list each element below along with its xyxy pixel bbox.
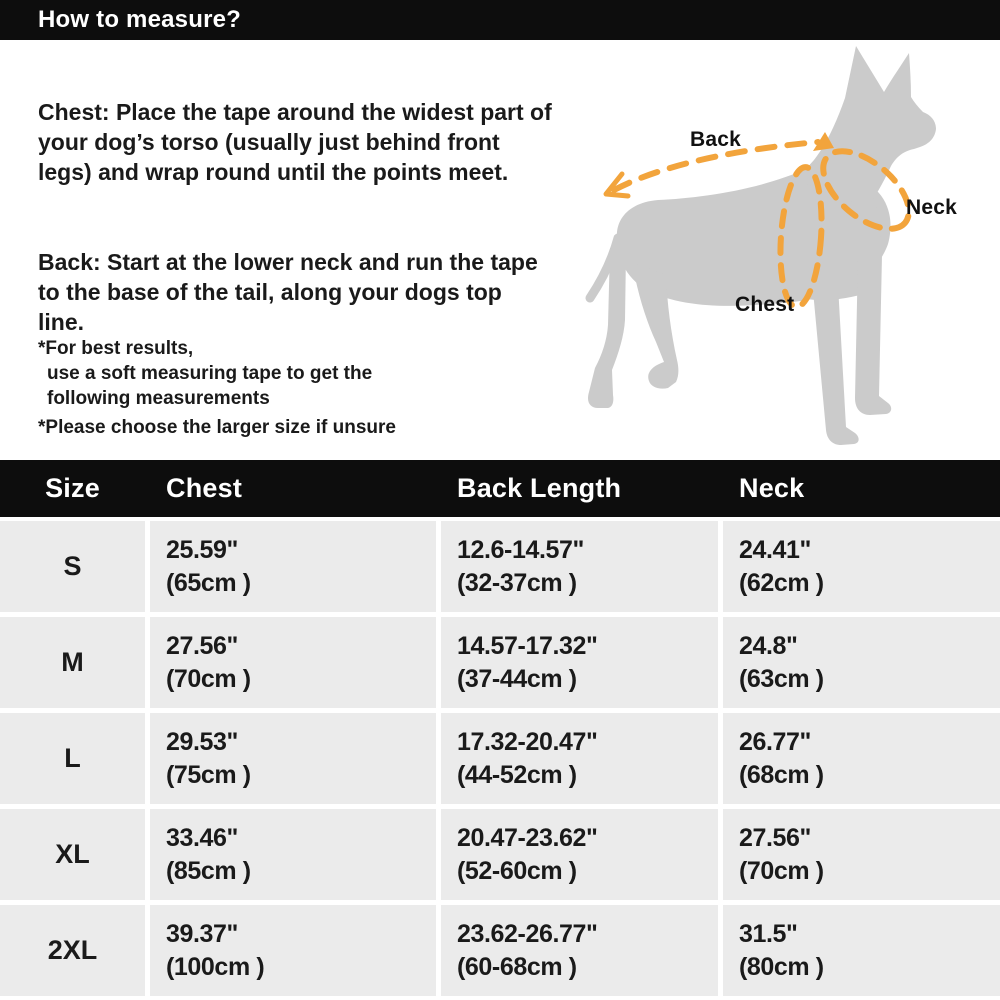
neck-cm: (80cm )	[739, 952, 824, 981]
chest-instruction: Chest: Place the tape around the widest part of your dog’s torso (usually just behind front legs) and wrap round until the points meet.	[38, 99, 552, 185]
chest-cell	[150, 617, 436, 708]
back-length-cell	[441, 521, 718, 612]
back-inches: 20.47-23.62"	[457, 823, 598, 852]
size-table	[0, 460, 1000, 1000]
dog-silhouette	[588, 46, 936, 445]
chest-cm: (75cm )	[166, 760, 251, 789]
back-length-cell	[441, 905, 718, 996]
neck-label: Neck	[906, 196, 958, 219]
size-cell: M	[0, 617, 145, 708]
size-cell: 2XL	[0, 905, 145, 996]
size-cell: S	[0, 521, 145, 612]
neck-cell	[723, 713, 1000, 804]
header-cell-size: Size	[45, 473, 100, 503]
neck-cell	[723, 521, 1000, 612]
back-length-cell	[441, 809, 718, 900]
chest-inches: 25.59"	[166, 535, 239, 564]
chest-cm: (85cm )	[166, 856, 251, 885]
dog-measurement-diagram	[0, 0, 1000, 460]
chest-inches: 33.46"	[166, 823, 239, 852]
note-line: *For best results,	[38, 338, 194, 359]
page-title: How to measure?	[38, 6, 242, 33]
neck-inches: 27.56"	[739, 823, 812, 852]
size-cell: XL	[0, 809, 145, 900]
table-body	[0, 521, 1000, 996]
neck-cell	[723, 809, 1000, 900]
chest-cm: (70cm )	[166, 664, 251, 693]
chest-inches: 27.56"	[166, 631, 239, 660]
table-header-row	[0, 460, 1000, 517]
back-inches: 14.57-17.32"	[457, 631, 598, 660]
neck-cell	[723, 905, 1000, 996]
neck-cm: (68cm )	[739, 760, 824, 789]
note-line: following measurements	[47, 388, 270, 409]
chest-cm: (65cm )	[166, 568, 251, 597]
back-cm: (44-52cm )	[457, 760, 577, 789]
measure-section	[0, 0, 1000, 460]
size-cell: L	[0, 713, 145, 804]
note-line: *Please choose the larger size if unsure	[38, 417, 396, 438]
chest-cm: (100cm )	[166, 952, 265, 981]
neck-cm: (70cm )	[739, 856, 824, 885]
neck-inches: 24.8"	[739, 631, 798, 660]
note-line: use a soft measuring tape to get the	[47, 363, 373, 384]
chest-inches: 29.53"	[166, 727, 239, 756]
neck-inches: 31.5"	[739, 919, 798, 948]
back-inches: 23.62-26.77"	[457, 919, 598, 948]
chest-cell	[150, 521, 436, 612]
header-cell-back-length: Back Length	[457, 473, 622, 503]
back-inches: 17.32-20.47"	[457, 727, 598, 756]
chest-cell	[150, 713, 436, 804]
header-cell-chest: Chest	[166, 473, 243, 503]
back-cm: (52-60cm )	[457, 856, 577, 885]
neck-cm: (62cm )	[739, 568, 824, 597]
neck-inches: 26.77"	[739, 727, 812, 756]
chest-inches: 39.37"	[166, 919, 239, 948]
back-cm: (32-37cm )	[457, 568, 577, 597]
header-cell-neck: Neck	[739, 473, 805, 503]
back-inches: 12.6-14.57"	[457, 535, 584, 564]
back-length-cell	[441, 713, 718, 804]
back-label: Back	[690, 128, 742, 151]
chest-label: Chest	[735, 293, 795, 316]
back-cm: (60-68cm )	[457, 952, 577, 981]
neck-inches: 24.41"	[739, 535, 812, 564]
chest-cell	[150, 905, 436, 996]
back-instruction: Back: Start at the lower neck and run the tape to the base of the tail, along your dogs top line.	[38, 249, 538, 335]
chest-cell	[150, 809, 436, 900]
back-cm: (37-44cm )	[457, 664, 577, 693]
neck-cell	[723, 617, 1000, 708]
neck-cm: (63cm )	[739, 664, 824, 693]
back-length-cell	[441, 617, 718, 708]
